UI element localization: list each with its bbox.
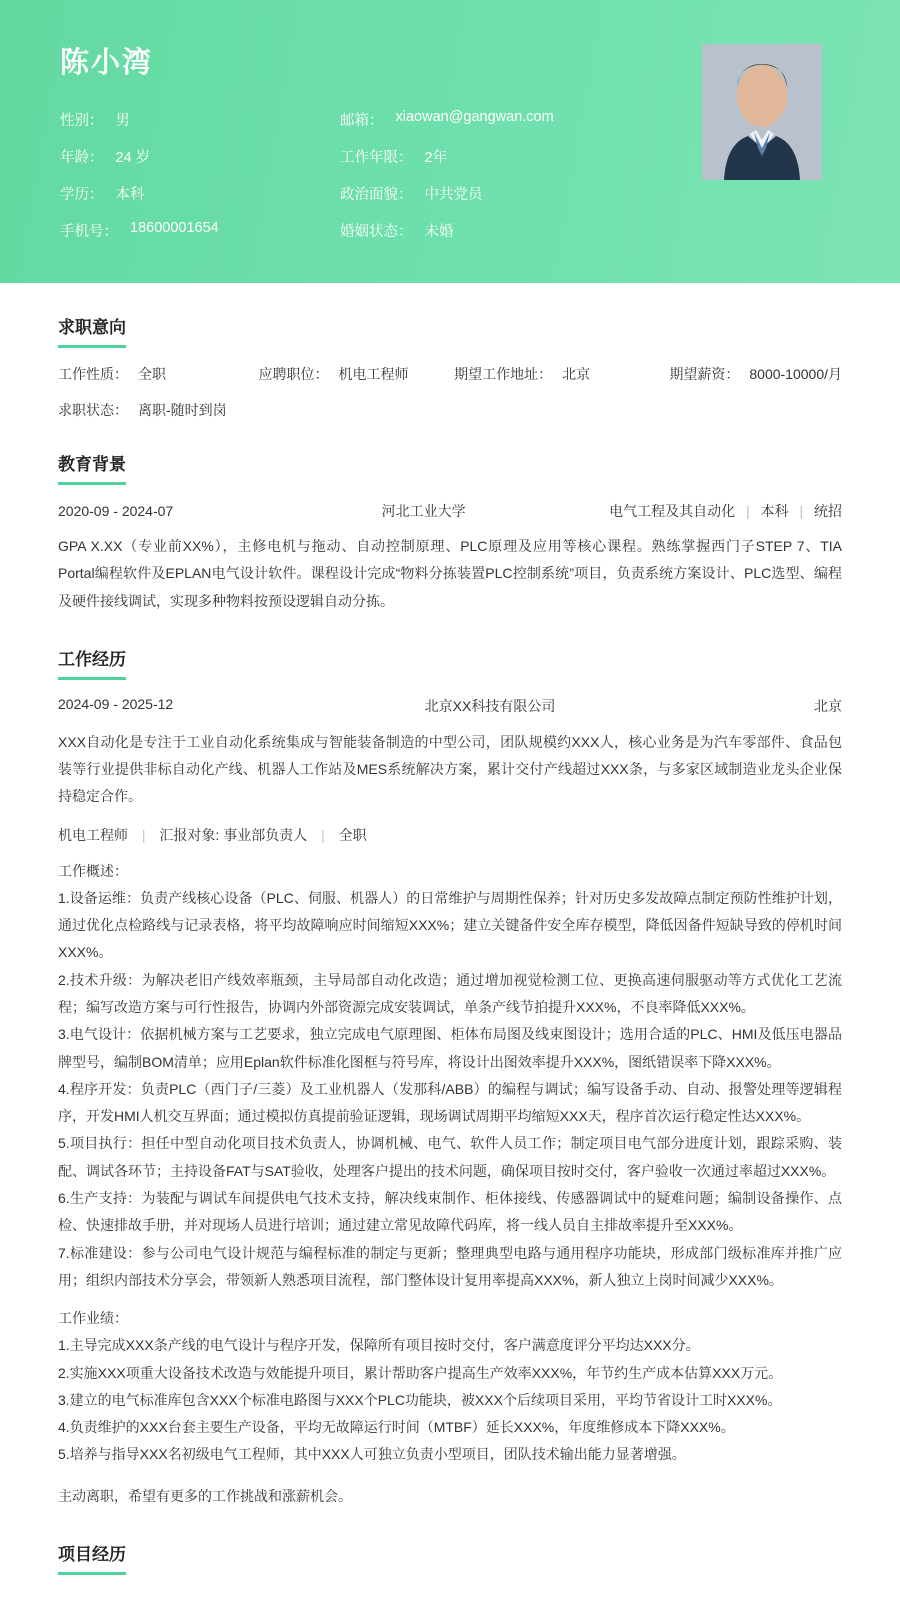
work-overview-item: 6.生产支持：为装配与调试车间提供电气技术支持，解决线束制作、柜体接线、传感器调试中的疑难问题；编制设备操作、点检、快速排故手册，并对现场人员进行培训；通过建立常见故障代码库，将一线人员自主排故率提升至XXX%。 [58, 1190, 842, 1234]
work-achievement-title: 工作业绩： [58, 1310, 128, 1327]
work-achievement-item: 4.负责维护的XXX台套主要生产设备，平均无故障运行时间（MTBF）延长XXX%，年度维修成本下降XXX%。 [58, 1419, 735, 1436]
header-field-political-value: 中共党员 [424, 187, 483, 203]
section-title-job-intention: 求职意向 [58, 313, 126, 348]
education-meta [609, 501, 842, 521]
header-field-marital [340, 220, 620, 241]
education-entry-header [58, 501, 842, 521]
section-job-intention [58, 313, 842, 420]
intent-location-value: 北京 [562, 366, 591, 382]
education-date: 2020-09 - 2024-07 [58, 503, 174, 519]
section-project-experience [58, 1540, 842, 1575]
header-field-age-value: 24 岁 [115, 150, 151, 166]
intent-salary-label: 期望薪资： [669, 366, 740, 382]
header-field-age [60, 146, 340, 167]
education-degree: 本科 [760, 503, 789, 519]
section-work-experience [58, 645, 842, 1510]
spacer [58, 1294, 842, 1308]
intent-salary [669, 364, 842, 384]
header-field-gender-label: 性别： [60, 113, 104, 129]
work-report-to: 汇报对象: 事业部负责人 [159, 826, 308, 843]
header-field-gender-value: 男 [115, 113, 130, 129]
header-field-grid [60, 109, 620, 257]
education-admission: 统招 [814, 503, 842, 519]
header-field-political [340, 183, 620, 204]
resume-header [0, 0, 900, 283]
header-field-phone-label: 手机号： [60, 224, 118, 240]
section-education [58, 450, 842, 615]
header-field-email-label: 邮箱： [340, 113, 384, 129]
header-field-email [340, 109, 620, 130]
header-field-experience-value: 2年 [424, 150, 448, 166]
intent-position-value: 机电工程师 [338, 366, 409, 382]
work-body [58, 696, 842, 1510]
work-closing-note: 主动离职，希望有更多的工作挑战和涨薪机会。 [58, 1487, 352, 1504]
education-description: GPA X.XX（专业前XX%），主修电机与拖动、自动控制原理、PLC原理及应用等核心课程。熟练掌握西门子STEP 7、TIA Portal编程软件及EPLAN电气设计软件。课程设计完成“物料分拣装置PLC控制系统”项目，负责系统方案设计、PLC选型、编程及硬件接线调试，实现多种物料按预设逻辑自动分拣。 [58, 538, 842, 609]
job-intention-body [58, 364, 842, 420]
header-field-experience-label: 工作年限： [340, 150, 413, 166]
intent-nature-label: 工作性质： [58, 366, 128, 382]
header-field-political-label: 政治面貌： [340, 187, 413, 203]
work-overview-item: 3.电气设计：依据机械方案与工艺要求，独立完成电气原理图、柜体布局图及线束图设计；选用合适的PLC、HMI及低压电器品牌型号，编制BOM清单；应用Eplan软件标准化图框与符号库，将设计出图效率提升XXX%，图纸错误率下降XXX%。 [58, 1026, 842, 1070]
section-title-work-experience: 工作经历 [58, 645, 126, 680]
intent-position [259, 364, 455, 384]
education-sep-2: | [799, 503, 804, 519]
job-intention-row-2 [58, 400, 842, 420]
section-title-education: 教育背景 [58, 450, 126, 485]
work-employment-type: 全职 [338, 826, 367, 843]
intent-nature-value: 全职 [138, 366, 166, 382]
intent-status-label: 求职状态： [58, 402, 128, 418]
work-role-sep-2: | [321, 826, 325, 843]
education-sep-1: | [746, 503, 750, 519]
work-overview-item: 2.技术升级：为解决老旧产线效率瓶颈，主导局部自动化改造；通过增加视觉检测工位、更换高速伺服驱动等方式优化工艺流程；编写改造方案与可行性报告，协调内外部资源完成安装调试，单条产线节拍提升XXX%，不良率降低XXX%。 [58, 971, 842, 1015]
work-achievement-item: 1.主导完成XXX条产线的电气设计与程序开发，保障所有项目按时交付，客户满意度评分平均达XXX分。 [58, 1337, 700, 1354]
work-date: 2024-09 - 2025-12 [58, 695, 174, 712]
education-school: 河北工业大学 [381, 503, 466, 519]
education-major: 电气工程及其自动化 [609, 503, 736, 519]
header-field-email-value: xiaowan@gangwan.com [395, 109, 554, 125]
work-city: 北京 [814, 697, 842, 714]
job-intention-row-1 [58, 364, 842, 384]
intent-location [454, 364, 669, 384]
work-overview-item: 5.项目执行：担任中型自动化项目技术负责人，协调机械、电气、软件人员工作；制定项目电气部分进度计划，跟踪采购、装配、调试各环节；主持设备FAT与SAT验收，处理客户提出的技术问题，确保项目按时交付，客户验收一次通过率超过XXX%。 [58, 1135, 842, 1179]
section-title-project-experience: 项目经历 [58, 1540, 126, 1575]
intent-position-label: 应聘职位： [258, 366, 329, 382]
work-overview-item: 4.程序开发：负责PLC（西门子/三菱）及工业机器人（发那科/ABB）的编程与调试；编写设备手动、自动、报警处理等逻辑程序，开发HMI人机交互界面；通过模拟仿真提前验证逻辑，现场调试周期平均缩短XXX天，程序首次运行稳定性达XXX%。 [58, 1080, 842, 1125]
header-field-education-label: 学历： [60, 187, 104, 203]
intent-nature [58, 364, 259, 384]
work-company-intro: XXX自动化是专注于工业自动化系统集成与智能装备制造的中型公司，团队规模约XXX人，核心业务是为汽车零部件、食品包装等行业提供非标自动化产线、机器人工作站及MES系统解决方案，累计交付产线超过XXX条，与多家区域制造业龙头企业保持稳定合作。 [58, 733, 842, 805]
header-field-education-value: 本科 [115, 187, 145, 203]
header-field-phone-value: 18600001654 [130, 220, 219, 236]
work-overview-item: 1.设备运维：负责产线核心设备（PLC、伺服、机器人）的日常维护与周期性保养；针对历史多发故障点制定预防性维护计划，通过优化点检路线与记录表格，将平均故障响应时间缩短XXX%；建立关键备件安全库存模型，降低因备件短缺导致的停机时间XXX%。 [58, 889, 842, 961]
work-achievement-item: 5.培养与指导XXX名初级电气工程师，其中XXX人可独立负责小型项目，团队技术输出能力显著增强。 [58, 1446, 686, 1463]
work-role-sep-1: | [141, 826, 146, 843]
intent-status [58, 400, 227, 420]
intent-salary-value: 8000-10000/月 [749, 366, 843, 382]
education-body [58, 501, 842, 615]
resume-body [0, 313, 900, 1605]
work-achievement-item: 2.实施XXX项重大设备技术改造与效能提升项目，累计帮助客户提高生产效率XXX%，年节约生产成本估算XXX万元。 [58, 1364, 783, 1381]
header-field-phone [60, 220, 340, 241]
header-field-gender [60, 109, 340, 130]
header-field-education [60, 183, 340, 204]
intent-location-label: 期望工作地址： [454, 366, 553, 382]
work-overview-item: 7.标准建设：参与公司电气设计规范与编程标准的制定与更新；整理典型电路与通用程序功能块，形成部门级标准库并推广应用；组织内部技术分享会，带领新人熟悉项目流程，部门整体设计复用率提高XXX%，新人独立上岗时间减少XXX%。 [58, 1244, 842, 1288]
work-role-title: 机电工程师 [58, 826, 128, 843]
work-role-line [58, 825, 842, 845]
avatar [702, 44, 822, 180]
header-field-age-label: 年龄： [60, 150, 104, 166]
work-company: 北京XX科技有限公司 [424, 697, 556, 714]
header-field-marital-label: 婚姻状态： [340, 224, 413, 240]
candidate-name: 陈小湾 [60, 47, 154, 79]
work-achievement-item: 3.建立的电气标准库包含XXX个标准电路图与XXX个PLC功能块，被XXX个后续项目采用，平均节省设计工时XXX%。 [58, 1391, 782, 1408]
work-overview-title: 工作概述： [58, 862, 128, 879]
work-entry-header [58, 696, 842, 716]
header-field-experience [340, 146, 620, 167]
header-field-marital-value: 未婚 [424, 224, 454, 240]
intent-status-value: 离职-随时到岗 [138, 402, 227, 418]
